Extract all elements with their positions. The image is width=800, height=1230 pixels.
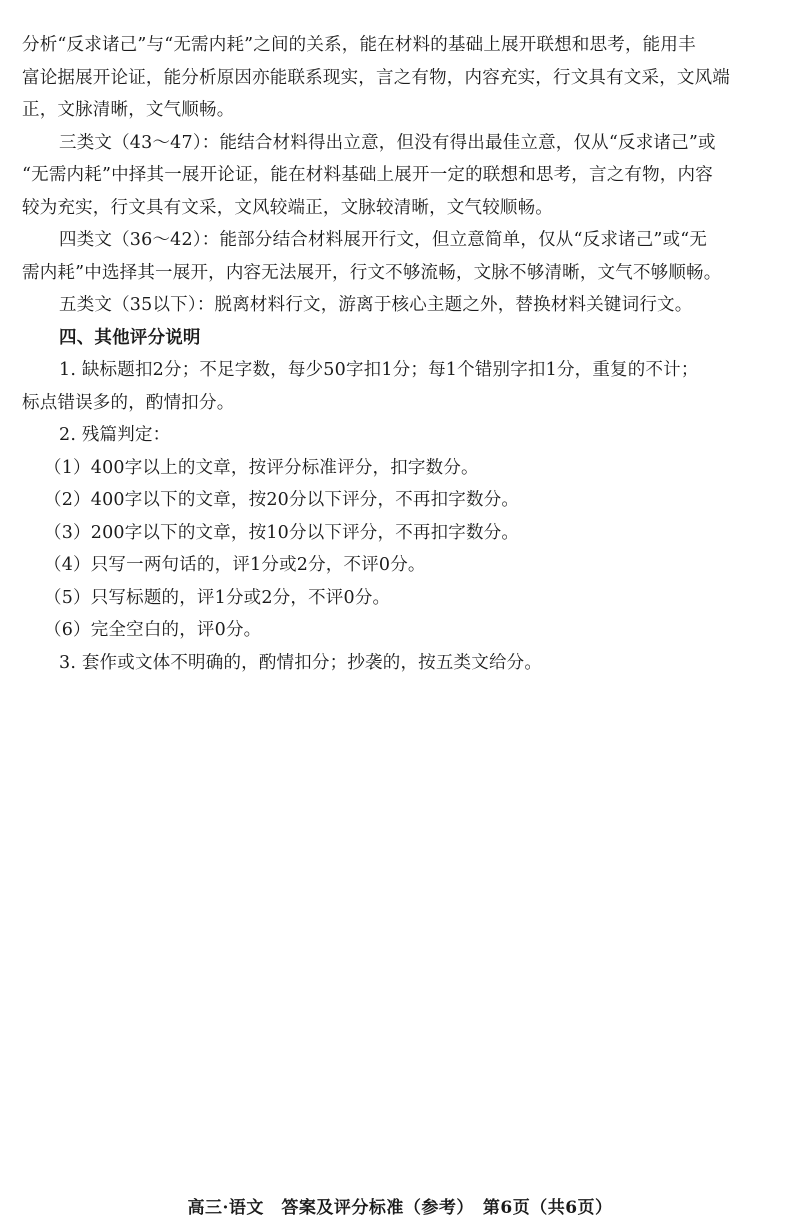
rule-missing-title — [22, 354, 774, 419]
paragraph-first-class-end — [22, 29, 774, 127]
page-footer: 高三·语文 答案及评分标准（参考） 第6页（共6页） — [187, 1198, 613, 1218]
text-line: 标点错误多的，酌情扣分。 — [22, 392, 235, 413]
list-item: （6）完全空白的，评0分。 — [44, 620, 262, 640]
paragraph-third-class — [22, 127, 774, 225]
text-line: 三类文（43～47）：能结合材料得出立意，但没有得出最佳立意，仅从“反求诸己”或 — [59, 132, 716, 153]
list-item: （2）400字以下的文章，按20分以下评分，不再扣字数分。 — [44, 490, 520, 510]
text-line: 五类文（35以下）：脱离材料行文，游离于核心主题之外，替换材料关键词行文。 — [59, 295, 693, 315]
rule-plagiarism: 3. 套作或文体不明确的，酌情扣分；抄袭的，按五类文给分。 — [59, 652, 543, 673]
text-line: 分析“反求诸己”与“无需内耗”之间的关系，能在材料的基础上展开联想和思考，能用丰 — [22, 35, 696, 55]
paragraph-fourth-class — [22, 224, 774, 289]
document-body — [22, 29, 774, 679]
list-item: （4）只写一两句话的，评1分或2分，不评0分。 — [44, 555, 426, 575]
rule-incomplete-list — [22, 452, 774, 647]
rule-incomplete-heading: 2. 残篇判定： — [59, 425, 171, 445]
text-line: 四类文（36～42）：能部分结合材料展开行文，但立意简单，仅从“反求诸己”或“无 — [59, 230, 708, 250]
text-line: 较为充实，行文具有文采，文风较端正，文脉较清晰，文气较顺畅。 — [22, 197, 553, 218]
section-heading: 四、其他评分说明 — [59, 327, 201, 348]
list-item: （3）200字以下的文章，按10分以下评分，不再扣字数分。 — [44, 522, 520, 543]
text-line: 富论据展开论证，能分析原因亦能联系现实，言之有物，内容充实，行文具有文采，文风端 — [22, 67, 730, 88]
list-item: （1）400字以上的文章，按评分标准评分，扣字数分。 — [44, 457, 479, 478]
text-line: 需内耗”中选择其一展开，内容无法展开，行文不够流畅，文脉不够清晰，文气不够顺畅。 — [22, 262, 722, 283]
list-item: （5）只写标题的，评1分或2分，不评0分。 — [44, 587, 391, 608]
paragraph-fifth-class — [22, 289, 774, 322]
text-line: 正，文脉清晰，文气顺畅。 — [22, 100, 235, 120]
text-line: 1. 缺标题扣2分；不足字数，每少50字扣1分；每1个错别字扣1分，重复的不计； — [59, 360, 699, 380]
text-line: “无需内耗”中择其一展开论证，能在材料基础上展开一定的联想和思考，言之有物，内容 — [22, 165, 713, 185]
